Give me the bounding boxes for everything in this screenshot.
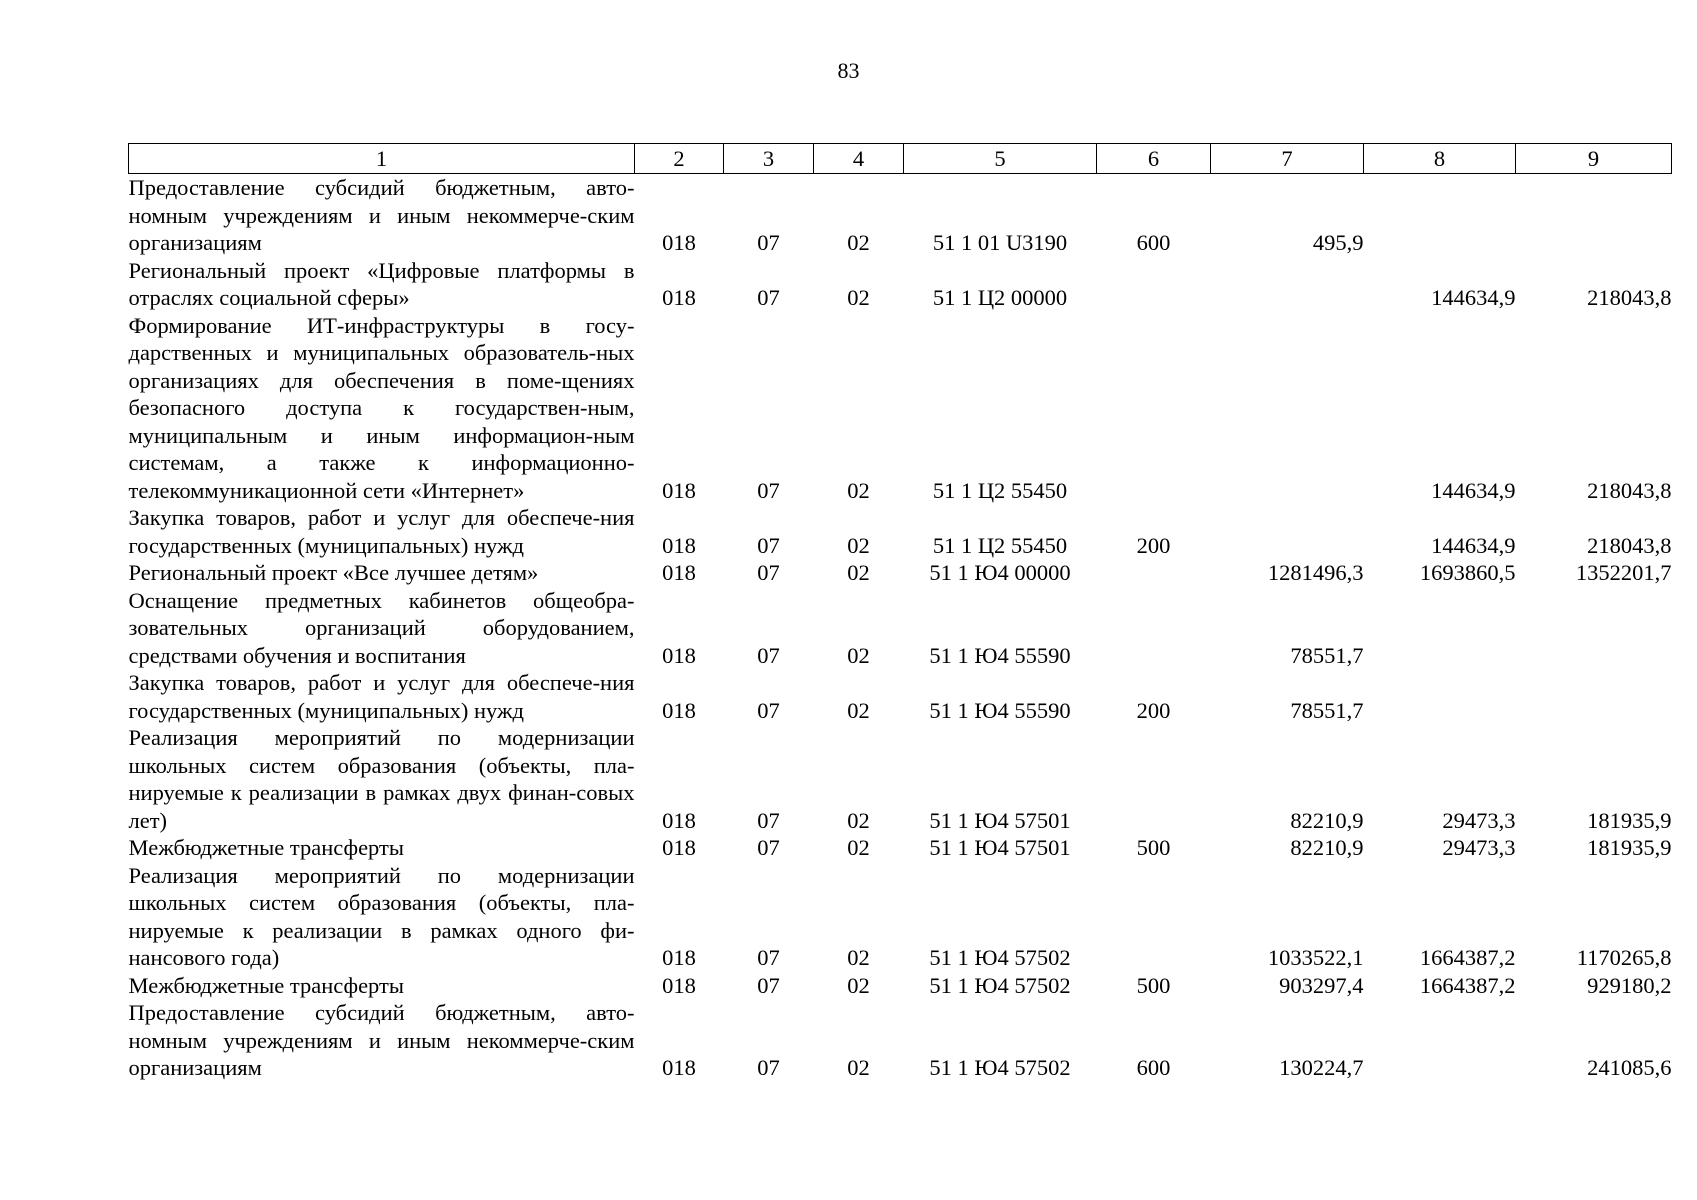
column-header: 4 <box>814 144 904 174</box>
section-code: 07 <box>757 642 780 668</box>
row-description: Оснащение предметных кабинетов общеобра-зовательных организаций оборудованием, средствами обучения и воспитания <box>128 587 635 668</box>
amount-column-7: 78551,7 <box>1290 697 1364 723</box>
amount-column-9: 929180,2 <box>1587 972 1672 998</box>
target-article-code: 51 1 Ю4 57502 <box>929 1055 1071 1080</box>
subsection-code: 02 <box>847 477 870 503</box>
amount-column-8: 29473,3 <box>1442 807 1516 833</box>
section-code: 07 <box>757 477 780 503</box>
admin-code: 018 <box>662 285 696 310</box>
subsection-code: 02 <box>847 532 870 558</box>
expense-type-code <box>1097 724 1211 834</box>
expense-type-code: 200 <box>1136 697 1171 723</box>
table-row <box>129 559 1672 587</box>
section-code: 07 <box>757 945 780 970</box>
amount-column-7 <box>1211 312 1364 505</box>
column-header: 1 <box>129 144 635 174</box>
amount-column-9: 218043,8 <box>1587 285 1672 310</box>
table-row <box>129 504 1672 559</box>
admin-code: 018 <box>662 697 696 723</box>
expense-type-code: 500 <box>1136 835 1171 860</box>
section-code: 07 <box>757 285 780 310</box>
table-row <box>129 312 1672 505</box>
amount-column-7: 78551,7 <box>1290 642 1364 668</box>
table-row <box>129 862 1672 972</box>
amount-column-7: 82210,9 <box>1290 807 1364 833</box>
target-article-code: 51 1 Ю4 57502 <box>929 972 1071 998</box>
amount-column-8 <box>1364 669 1516 724</box>
column-header: 2 <box>635 144 724 174</box>
section-code: 07 <box>757 560 780 585</box>
amount-column-9 <box>1516 174 1672 257</box>
expense-type-code <box>1097 559 1211 587</box>
amount-column-7 <box>1211 257 1364 312</box>
section-code: 07 <box>757 230 780 255</box>
amount-column-9: 218043,8 <box>1587 477 1672 503</box>
table-header-row <box>129 144 1672 174</box>
target-article-code: 51 1 Ц2 55450 <box>932 477 1068 503</box>
section-code: 07 <box>757 1055 780 1080</box>
column-header: 6 <box>1097 144 1211 174</box>
column-header: 3 <box>724 144 814 174</box>
expense-type-code: 500 <box>1136 972 1171 998</box>
row-description: Предоставление субсидий бюджетным, авто-номным учреждениям и иным некоммерче-ским организациям <box>128 175 635 255</box>
target-article-code: 51 1 Ю4 55590 <box>929 697 1071 723</box>
target-article-code: 51 1 Ц2 55450 <box>932 532 1068 558</box>
table-row <box>129 174 1672 257</box>
row-description: Реализация мероприятий по модернизации школьных систем образования (объекты, пла-нируемые к реализации в рамках одного фи-нансового года) <box>128 862 635 970</box>
section-code: 07 <box>757 972 780 998</box>
row-description: Закупка товаров, работ и услуг для обеспече-ния государственных (муниципальных) нужд <box>128 505 635 558</box>
admin-code: 018 <box>662 230 696 255</box>
admin-code: 018 <box>662 642 696 668</box>
target-article-code: 51 1 01 U3190 <box>932 230 1068 255</box>
subsection-code: 02 <box>847 807 870 833</box>
amount-column-7: 1033522,1 <box>1267 945 1364 970</box>
row-description: Региональный проект «Все лучшее детям» <box>128 560 539 585</box>
table-row <box>129 999 1672 1082</box>
row-description: Региональный проект «Цифровые платформы в отраслях социальной сферы» <box>128 257 635 310</box>
amount-column-9: 181935,9 <box>1587 807 1672 833</box>
subsection-code: 02 <box>847 697 870 723</box>
amount-column-8: 144634,9 <box>1431 285 1516 310</box>
expense-type-code: 200 <box>1136 532 1171 558</box>
admin-code: 018 <box>662 972 696 998</box>
amount-column-8: 29473,3 <box>1442 835 1516 860</box>
amount-column-8: 144634,9 <box>1431 477 1516 503</box>
table-row <box>129 587 1672 670</box>
expense-type-code <box>1097 862 1211 972</box>
amount-column-9: 181935,9 <box>1587 835 1672 860</box>
target-article-code: 51 1 Ц2 00000 <box>932 285 1068 310</box>
expense-type-code <box>1097 312 1211 505</box>
section-code: 07 <box>757 697 780 723</box>
expense-type-code: 600 <box>1136 1055 1171 1080</box>
amount-column-8: 1693860,5 <box>1419 560 1516 585</box>
table-row <box>129 257 1672 312</box>
admin-code: 018 <box>662 945 696 970</box>
amount-column-8: 1664387,2 <box>1419 945 1516 970</box>
subsection-code: 02 <box>847 285 870 310</box>
target-article-code: 51 1 Ю4 57501 <box>929 835 1071 860</box>
target-article-code: 51 1 Ю4 57502 <box>929 945 1071 970</box>
amount-column-8 <box>1364 174 1516 257</box>
expense-type-code <box>1097 257 1211 312</box>
amount-column-9: 1170265,8 <box>1576 945 1672 970</box>
row-description: Межбюджетные трансферты <box>128 835 404 860</box>
section-code: 07 <box>757 835 780 860</box>
admin-code: 018 <box>662 1055 696 1080</box>
admin-code: 018 <box>662 835 696 860</box>
column-header: 8 <box>1364 144 1516 174</box>
subsection-code: 02 <box>847 642 870 668</box>
amount-column-7: 130224,7 <box>1279 1055 1364 1080</box>
admin-code: 018 <box>662 532 696 558</box>
subsection-code: 02 <box>847 945 870 970</box>
subsection-code: 02 <box>847 1055 870 1080</box>
amount-column-9 <box>1516 669 1672 724</box>
expense-type-code: 600 <box>1136 230 1171 255</box>
amount-column-7: 1281496,3 <box>1267 560 1364 585</box>
table-row <box>129 669 1672 724</box>
admin-code: 018 <box>662 560 696 585</box>
amount-column-9: 218043,8 <box>1587 532 1672 558</box>
row-description: Межбюджетные трансферты <box>128 972 404 998</box>
amount-column-9: 1352201,7 <box>1575 560 1672 585</box>
amount-column-9: 241085,6 <box>1587 1055 1672 1080</box>
admin-code: 018 <box>662 807 696 833</box>
amount-column-7 <box>1211 504 1364 559</box>
table-row <box>129 724 1672 834</box>
target-article-code: 51 1 Ю4 00000 <box>929 560 1071 585</box>
page-number: 83 <box>837 58 860 83</box>
subsection-code: 02 <box>847 230 870 255</box>
amount-column-8: 1664387,2 <box>1419 972 1516 998</box>
admin-code: 018 <box>662 477 696 503</box>
row-description: Закупка товаров, работ и услуг для обеспече-ния государственных (муниципальных) нужд <box>128 670 635 723</box>
expense-type-code <box>1097 587 1211 670</box>
column-header: 5 <box>904 144 1097 174</box>
table-row <box>129 834 1672 862</box>
target-article-code: 51 1 Ю4 57501 <box>929 807 1071 833</box>
target-article-code: 51 1 Ю4 55590 <box>929 642 1071 668</box>
table-row <box>129 972 1672 1000</box>
subsection-code: 02 <box>847 972 870 998</box>
amount-column-7: 495,9 <box>1312 230 1364 255</box>
subsection-code: 02 <box>847 835 870 860</box>
row-description: Формирование ИТ-инфраструктуры в госу-дарственных и муниципальных образователь-ных организациях для обеспечения в поме-щениях безопасного доступа к государствен-ным, муниципальным и иным информацион-ным системам, а также к информационно-телекоммуникационной сети «Интернет» <box>128 312 635 503</box>
section-code: 07 <box>757 532 780 558</box>
amount-column-7: 82210,9 <box>1290 835 1364 860</box>
section-code: 07 <box>757 807 780 833</box>
amount-column-9 <box>1516 587 1672 670</box>
subsection-code: 02 <box>847 560 870 585</box>
amount-column-8 <box>1364 587 1516 670</box>
table-body <box>129 174 1672 1082</box>
amount-column-8 <box>1364 999 1516 1082</box>
amount-column-7: 903297,4 <box>1279 972 1364 998</box>
column-header: 9 <box>1516 144 1672 174</box>
row-description: Реализация мероприятий по модернизации школьных систем образования (объекты, пла-нируемые к реализации в рамках двух финан-совых лет) <box>128 725 635 833</box>
budget-table <box>128 143 1672 1082</box>
amount-column-8: 144634,9 <box>1431 532 1516 558</box>
column-header: 7 <box>1211 144 1364 174</box>
row-description: Предоставление субсидий бюджетным, авто-номным учреждениям и иным некоммерче-ским организациям <box>128 1000 635 1080</box>
